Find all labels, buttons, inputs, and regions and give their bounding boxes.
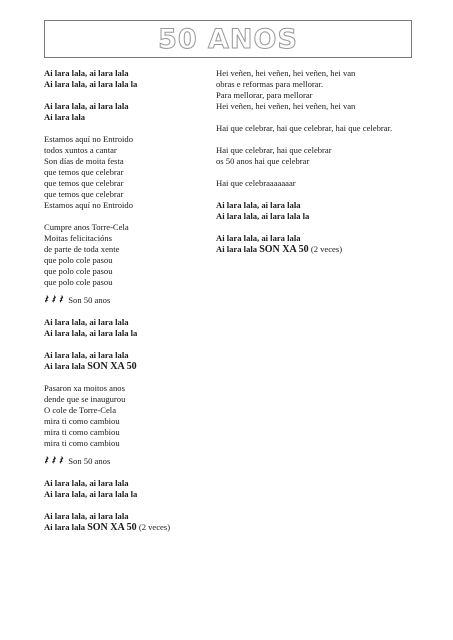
verse-block <box>216 123 441 134</box>
lyric-line: que temos que celebrar <box>44 167 124 177</box>
chorus-block <box>44 101 224 123</box>
chorus-block <box>216 200 441 222</box>
son-xa-50-emphasis: SON XA 50 <box>259 244 309 255</box>
lyric-line <box>44 522 224 533</box>
lyric-line: Hei veñen, hei veñen, hei veñen, hei van <box>216 101 356 111</box>
chorus-block <box>216 233 441 255</box>
lyric-line: Ai lara lala, ai lara lala <box>44 317 129 327</box>
lyric-line: todos xuntos a cantar <box>44 145 117 155</box>
lyric-line: Hai que celebraaaaaaar <box>216 178 296 188</box>
lyric-line <box>216 244 441 255</box>
lyric-line: que polo cole pasou <box>44 266 113 276</box>
lyric-line: Ai lara lala, ai lara lala la <box>44 79 138 89</box>
lyric-line: os 50 anos hai que celebrar <box>216 156 310 166</box>
repeat-note: (2 veces) <box>138 522 171 532</box>
lyric-line: Ai lara lala, ai lara lala <box>216 200 301 210</box>
chorus-block <box>44 317 224 339</box>
music-note-icon: 𝄽 <box>51 294 55 306</box>
lyric-line: que polo cole pasou <box>44 277 113 287</box>
music-note-icon: 𝄽 <box>44 455 48 467</box>
document-title: 50 ANOS <box>158 23 298 55</box>
lyric-line-start: Ai lara lala <box>44 522 86 532</box>
lyric-line: dende que se inaugurou <box>44 394 126 404</box>
lyric-line: Hei veñen, hei veñen, hei veñen, hei van <box>216 68 356 78</box>
lyric-line: Son días de moita festa <box>44 156 124 166</box>
lyric-line: Ai lara lala, ai lara lala <box>44 511 129 521</box>
lyric-line: Ai lara lala, ai lara lala <box>44 350 129 360</box>
lyric-line: que polo cole pasou <box>44 255 113 265</box>
lyric-line: Ai lara lala, ai lara lala la <box>44 489 138 499</box>
lyric-line: Ai lara lala, ai lara lala <box>44 101 129 111</box>
lyric-line-start: Ai lara lala <box>44 361 86 371</box>
title-box <box>44 20 412 58</box>
lyric-line: Ai lara lala, ai lara lala <box>44 68 129 78</box>
lyric-line: Ai lara lala, ai lara lala la <box>44 328 138 338</box>
verse-block <box>44 383 224 449</box>
chorus-block <box>44 350 224 372</box>
music-note-icon: 𝄽 <box>51 455 55 467</box>
lyric-line: mira ti como cambiou <box>44 427 120 437</box>
lyric-line: Ai lara lala, ai lara lala <box>44 478 129 488</box>
lyric-line: Estamos aquí no Entroido <box>44 200 134 210</box>
lyric-line: O cole de Torre-Cela <box>44 405 117 415</box>
music-note-icon: 𝄽 <box>58 294 63 306</box>
son-xa-50-emphasis: SON XA 50 <box>87 361 137 372</box>
lyric-line: que temos que celebrar <box>44 189 124 199</box>
lyric-line-start: Ai lara lala <box>216 244 258 254</box>
verse-block <box>44 222 224 288</box>
lyric-line: Pasaron xa moitos anos <box>44 383 125 393</box>
lyric-line: Para mellorar, para mellorar <box>216 90 313 100</box>
chorus-block <box>44 511 224 533</box>
lyric-line: mira ti como cambiou <box>44 416 120 426</box>
son-50-row <box>44 295 224 306</box>
lyric-line: Hai que celebrar, hai que celebrar <box>216 145 332 155</box>
son-50-text: Son 50 anos <box>68 295 111 305</box>
chorus-block <box>44 478 224 500</box>
verse-block <box>216 68 441 112</box>
lyric-line: Hai que celebrar, hai que celebrar, hai que celebrar. <box>216 123 393 133</box>
lyric-line: Ai lara lala <box>44 112 86 122</box>
left-column <box>44 68 224 533</box>
repeat-note: (2 veces) <box>310 244 343 254</box>
son-xa-50-emphasis: SON XA 50 <box>87 522 137 533</box>
lyric-line: mira ti como cambiou <box>44 438 120 448</box>
lyric-line: que temos que celebrar <box>44 178 124 188</box>
son-50-row <box>44 456 224 467</box>
music-note-icon: 𝄽 <box>58 455 63 467</box>
lyric-line <box>44 361 224 372</box>
music-note-icon: 𝄽 <box>44 294 48 306</box>
verse-block <box>216 145 441 167</box>
lyric-line: Moitas felicitacións <box>44 233 113 243</box>
son-50-text: Son 50 anos <box>68 456 111 466</box>
right-column <box>216 68 441 255</box>
lyric-line: obras e reformas para mellorar. <box>216 79 324 89</box>
chorus-block <box>44 68 224 90</box>
verse-block <box>44 134 224 211</box>
lyric-line: Ai lara lala, ai lara lala <box>216 233 301 243</box>
verse-block <box>216 178 441 189</box>
lyric-line: de parte de toda xente <box>44 244 120 254</box>
lyric-line: Ai lara lala, ai lara lala la <box>216 211 310 221</box>
lyric-line: Cumpre anos Torre-Cela <box>44 222 129 232</box>
lyric-line: Estamos aquí no Entroido <box>44 134 134 144</box>
